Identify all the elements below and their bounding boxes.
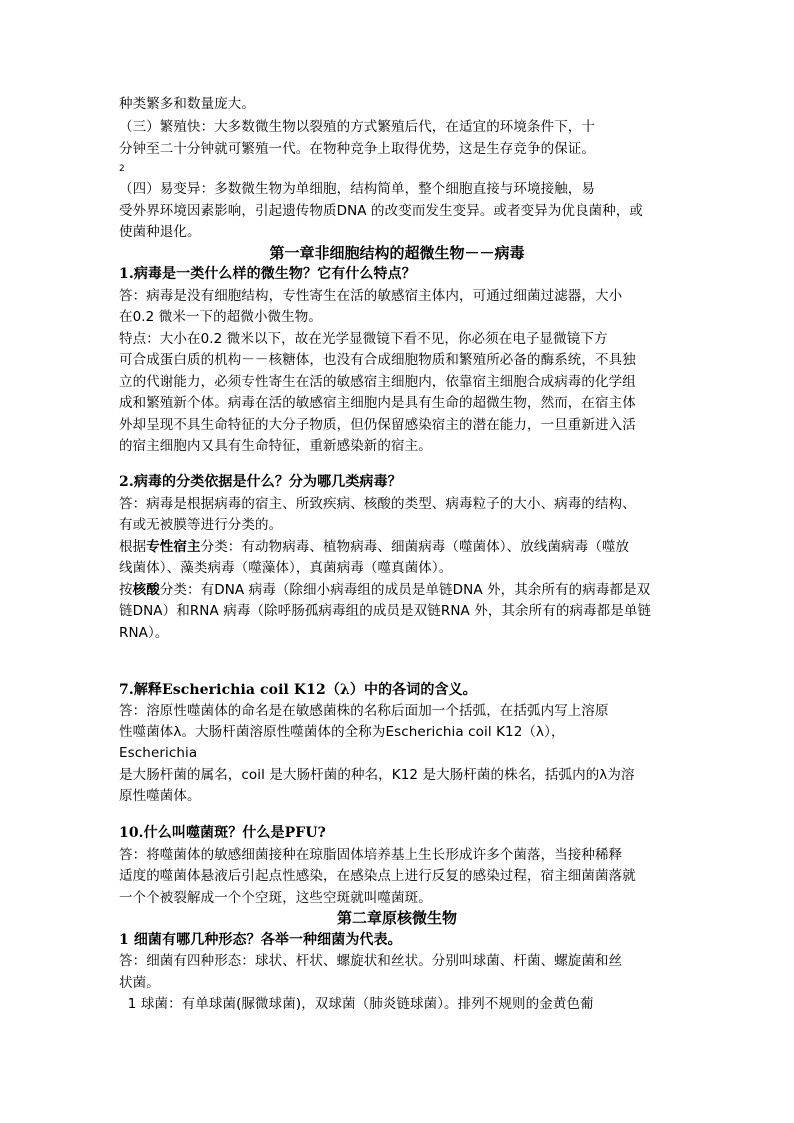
question-heading: 1.病毒是一类什么样的微生物？它有什么特点？ (119, 266, 416, 282)
answer-line: 适度的噬菌体悬液后引起点性感染，在感染点上进行反复的感染过程，宿主细菌菌落就 (119, 868, 636, 884)
page-number: 2 (119, 164, 125, 174)
answer-line: 1 球菌：有单球菌(脲微球菌)，双球菌（肺炎链球菌）。排列不规则的金黄色葡 (119, 996, 594, 1012)
paragraph-line: （四）易变异：多数微生物为单细胞，结构简单，整个细胞直接与环境接触，易 (119, 181, 595, 197)
question-heading: 2.病毒的分类依据是什么？分为哪几类病毒？ (119, 474, 402, 490)
question-heading: 1 细菌有哪几种形态？各举一种细菌为代表。 (119, 932, 402, 948)
answer-line: Escherichia (119, 745, 198, 761)
text-run: 分类：有动物病毒、植物病毒、细菌病毒（噬菌体）、放线菌病毒（噬放 (200, 539, 630, 555)
answer-line: 在0.2 微米一下的超微小微生物。 (119, 309, 322, 325)
answer-line: 性噬菌体λ。大肠杆菌溶原性噬菌体的全称为Escherichia coil K12（λ）， (119, 724, 565, 740)
answer-line: 立的代谢能力，必须专性寄生在活的敏感宿主细胞内，依靠宿主细胞合成病毒的化学组 (119, 374, 636, 390)
answer-line: 答：细菌有四种形态：球状、杆状、螺旋状和丝状。分别叫球菌、杆菌、螺旋菌和丝 (119, 953, 623, 969)
answer-line: RNA）。 (119, 625, 169, 641)
text-run: 分类：有DNA 病毒（除细小病毒组的成员是单链DNA 外，其余所有的病毒都是双 (159, 582, 651, 598)
question-heading: 10.什么叫噬菌斑？什么是PFU? (119, 825, 326, 841)
chapter-title: 第二章原核微生物 (336, 909, 457, 927)
answer-line: 外却呈现不具生命特征的大分子物质，但仍保留感染宿主的潜在能力，一旦重新进入活 (119, 417, 636, 433)
answer-line: 答：病毒是根据病毒的宿主、所致疾病、核酸的类型、病毒粒子的大小、病毒的结构、 (119, 496, 636, 512)
answer-line: 成和繁殖新个体。病毒在活的敏感宿主细胞内是具有生命的超微生物，然而，在宿主体 (119, 395, 636, 411)
answer-line: 答：溶原性噬菌体的命名是在敏感菌株的名称后面加一个括弧，在括弧内写上溶原 (119, 703, 609, 719)
bold-term: 核酸 (132, 582, 160, 598)
bold-term: 专性宿主 (146, 539, 201, 555)
answer-line: 可合成蛋白质的机构－－核糖体，也没有合成细胞物质和繁殖所必备的酶系统，不具独 (119, 352, 636, 368)
question-heading: 7.解释Escherichia coil K12（λ）中的各词的含义。 (119, 682, 477, 698)
answer-line: 答：将噬菌体的敏感细菌接种在琼脂固体培养基上生长形成许多个菌落，当接种稀释 (119, 847, 623, 863)
text-run: 根据 (119, 539, 147, 555)
answer-line: 是大肠杆菌的属名，coil 是大肠杆菌的种名，K12 是大肠杆菌的株名，括弧内的λ为溶 (119, 767, 635, 783)
answer-line: 特点：大小在0.2 微米以下，故在光学显微镜下看不见，你必须在电子显微镜下方 (119, 331, 608, 347)
text-run: 按 (119, 582, 133, 598)
paragraph-line: 使菌种退化。 (119, 224, 201, 240)
answer-line: 的宿主细胞内又具有生命特征，重新感染新的宿主。 (119, 438, 432, 454)
answer-line: 线菌体）、藻类病毒（噬藻体），真菌病毒（噬真菌体）。 (119, 560, 453, 576)
answer-line: 原性噬菌体。 (119, 788, 201, 804)
paragraph-line: 受外界环境因素影响，引起遗传物质DNA 的改变而发生变异。或者变异为优良菌种，或 (119, 203, 644, 219)
answer-line: 有或无被膜等进行分类的。 (119, 517, 283, 533)
answer-line (119, 537, 629, 557)
chapter-title: 第一章非细胞结构的超微生物－－病毒 (269, 244, 525, 262)
answer-line: 链DNA）和RNA 病毒（除呼肠孤病毒组的成员是双链RNA 外，其余所有的病毒都是单链 (119, 603, 652, 619)
answer-line: 状菌。 (119, 975, 160, 991)
paragraph-line: 分钟至二十分钟就可繁殖一代。在物种竞争上取得优势，这是生存竞争的保证。 (119, 141, 595, 157)
answer-line: 答：病毒是没有细胞结构，专性寄生在活的敏感宿主体内，可通过细菌过滤器，大小 (119, 288, 623, 304)
paragraph-line: （三）繁殖快：大多数微生物以裂殖的方式繁殖后代，在适宜的环境条件下，十 (119, 119, 595, 135)
answer-line (119, 580, 650, 600)
paragraph-line: 种类繁多和数量庞大。 (119, 96, 255, 112)
answer-line: 一个个被裂解成一个个空斑，这些空斑就叫噬菌斑。 (119, 890, 432, 906)
